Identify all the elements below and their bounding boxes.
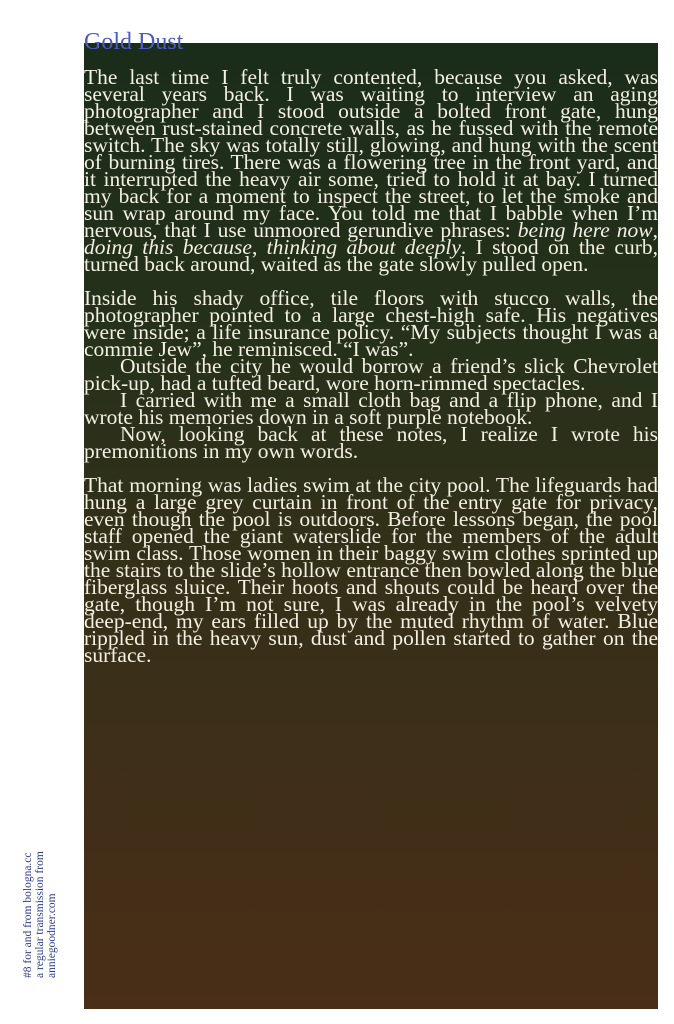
- separator-2: ,: [251, 235, 267, 259]
- page-title: Gold Dust: [84, 29, 184, 55]
- separator-1: ,: [652, 218, 658, 242]
- paragraph-2: Inside his shady office, tile floors with stucco walls, the photographer pointed to a large chest-high safe. His negatives were inside; a life insurance policy. “My subjects thought I was a commie Jew”, he reminisced. “I was”.: [84, 286, 658, 361]
- paragraph-1-text-b: . I stood on the curb, turned back around, waited as the gate slowly pulled open.: [84, 235, 658, 276]
- paragraph-6: That morning was ladies swim at the city pool. The lifeguards had hung a large grey curtain in front of the entry gate for privacy, even though the pool is outdoors. Before lessons began, the pool staff opened the giant waterslide for the members of the adult swim class. Those women in their baggy swim clothes sprinted up the stairs to the slide’s hollow entrance then bowled along the blue fiberglass sluice. Their hoots and shouts could be heard over the gate, though I’m not sure, I was already in the pool’s velvety deep-end, my ears filled up by the muted rhythm of water. Blue rippled in the heavy sun, dust and pollen started to gather on the surface.: [84, 473, 658, 667]
- paragraph-3: Outside the city he would borrow a friend’s slick Chevrolet pick-up, had a tufted beard, wore horn-rimmed spectacles.: [84, 354, 658, 395]
- colophon-line-3: anniegoodner.com: [46, 893, 58, 978]
- text-panel: [84, 43, 658, 1009]
- paragraph-1-text-a: The last time I felt truly contented, because you asked, was several years back. I was waiting to interview an aging photographer and I stood outside a bolted front gate, hung between rust-stained concrete walls, as he fussed with the remote switch. The sky was totally still, glowing, and hung with the scent of burning tires. There was a flowering tree in the front yard, and it interrupted the heavy air some, tried to hold it at bay. I turned my back for a moment to inspect the street, to let the smoke and sun wrap around my face. You told me that I babble when I’m nervous, that I use unmoored gerundive phrases:: [84, 65, 658, 242]
- colophon-line-2: a regular transmission from: [34, 851, 46, 978]
- paragraph-1: [84, 65, 658, 276]
- colophon: [22, 818, 58, 978]
- italic-phrase-3: thinking about deeply: [266, 235, 461, 259]
- colophon-line-1: #8 for and from bologna.cc: [22, 852, 34, 978]
- article-body: [84, 65, 658, 667]
- paragraph-4: I carried with me a small cloth bag and a flip phone, and I wrote his memories down in a soft purple notebook.: [84, 388, 658, 429]
- paragraph-5: Now, looking back at these notes, I realize I wrote his premonitions in my own words.: [84, 422, 658, 463]
- italic-phrase-2: doing this because: [84, 235, 252, 259]
- italic-phrase-1: being here now: [517, 218, 653, 242]
